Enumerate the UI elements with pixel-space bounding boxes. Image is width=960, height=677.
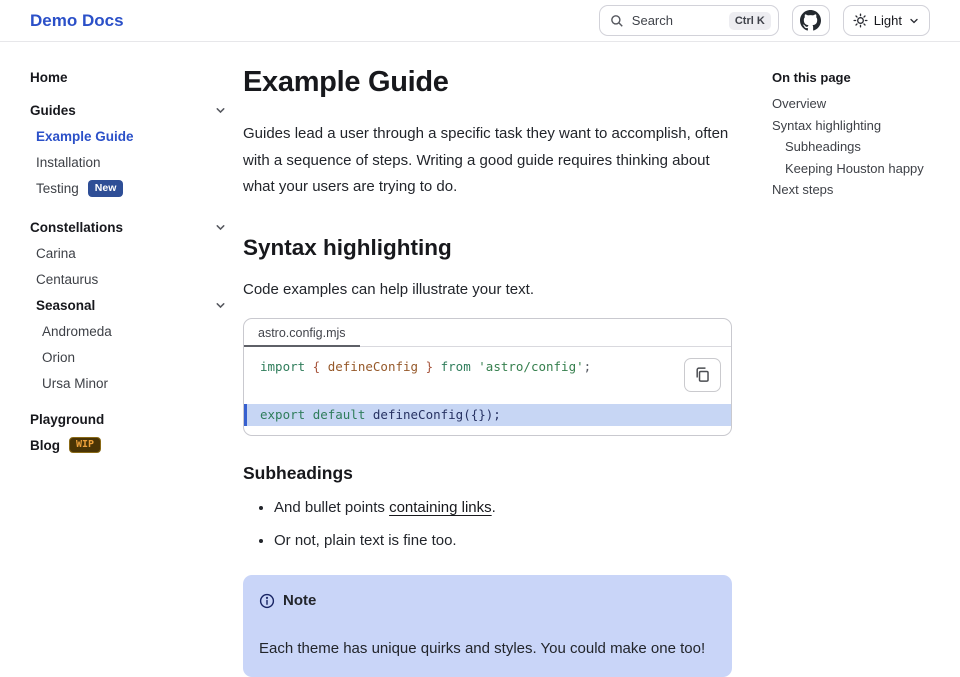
search-shortcut: Ctrl K <box>729 12 771 30</box>
sidebar-item-home[interactable]: Home <box>30 69 68 85</box>
section-intro: Code examples can help illustrate your text. <box>243 281 534 299</box>
code-content <box>244 347 731 435</box>
page-title: Example Guide <box>243 66 449 98</box>
intro-paragraph: Guides lead a user through a specific task they want to accomplish, often with a sequence of steps. Writing a good guide requires thinking about what your users are trying to do. <box>243 125 729 196</box>
sidebar-item-example-guide[interactable]: Example Guide <box>36 128 134 144</box>
code-line <box>244 377 731 397</box>
bullet-list <box>243 497 732 553</box>
note-aside <box>243 575 732 677</box>
sun-icon <box>853 13 868 28</box>
note-title: Note <box>283 591 317 609</box>
sidebar-item-carina[interactable]: Carina <box>36 245 76 261</box>
code-line-highlighted: export default defineConfig({}); <box>244 404 731 426</box>
chevron-down-icon <box>214 299 227 312</box>
wip-badge: WIP <box>69 437 101 453</box>
github-icon <box>800 10 821 31</box>
search-button[interactable] <box>599 5 779 36</box>
sidebar-item-orion[interactable]: Orion <box>42 349 76 365</box>
sidebar-item-andromeda[interactable]: Andromeda <box>42 323 112 339</box>
sidebar-item-blog[interactable]: Blog WIP <box>30 432 227 458</box>
sidebar-item-installation[interactable]: Installation <box>36 154 101 170</box>
toc-title: On this page <box>772 70 851 85</box>
code-filename-tab: astro.config.mjs <box>244 319 360 347</box>
github-link[interactable] <box>792 5 830 36</box>
toc-item-subheadings[interactable]: Subheadings <box>785 139 861 154</box>
chevron-down-icon <box>908 15 920 27</box>
note-body: Each theme has unique quirks and styles. You could make one too! <box>259 640 706 658</box>
list-item: • And bullet points containing links. <box>274 497 732 520</box>
chevron-down-icon <box>214 221 227 234</box>
code-block <box>243 318 732 436</box>
info-icon <box>259 593 275 609</box>
chevron-down-icon <box>214 104 227 117</box>
sidebar-item-testing[interactable]: Testing New <box>30 175 227 201</box>
site-title-link[interactable]: Demo Docs <box>30 10 124 30</box>
sidebar-item-centaurus[interactable]: Centaurus <box>36 271 99 287</box>
toc-item-keeping-houston-happy[interactable]: Keeping Houston happy <box>785 160 924 176</box>
sidebar-group-guides[interactable]: Guides <box>30 97 227 123</box>
on-this-page-toc <box>732 42 960 540</box>
search-label: Search <box>631 13 673 28</box>
subheading: Subheadings <box>243 462 353 483</box>
toc-item-overview[interactable]: Overview <box>772 96 827 111</box>
sidebar-nav <box>0 42 237 540</box>
main-content <box>237 42 732 658</box>
containing-links-link[interactable]: containing links <box>389 498 492 516</box>
page-layout <box>0 42 960 658</box>
header-actions <box>599 5 930 36</box>
code-line: import { defineConfig } from 'astro/config'; <box>260 358 592 374</box>
sidebar-group-seasonal[interactable]: Seasonal <box>30 292 227 318</box>
sidebar-item-playground[interactable]: Playground <box>30 411 105 427</box>
toc-item-syntax-highlighting[interactable]: Syntax highlighting <box>772 117 882 133</box>
section-heading-syntax: Syntax highlighting <box>243 235 452 261</box>
sidebar-group-constellations[interactable]: Constellations <box>30 214 227 240</box>
note-title-row <box>259 588 748 615</box>
search-icon <box>610 14 624 28</box>
sidebar-item-ursa-minor[interactable]: Ursa Minor <box>42 375 109 391</box>
toc-item-next-steps[interactable]: Next steps <box>772 182 834 197</box>
theme-label: Light <box>873 13 902 28</box>
copy-code-button[interactable] <box>684 358 721 392</box>
site-header <box>0 0 960 42</box>
theme-select[interactable] <box>843 5 930 36</box>
code-block-header <box>244 319 731 347</box>
copy-icon <box>694 366 711 383</box>
list-item: • Or not, plain text is fine too. <box>274 530 732 553</box>
new-badge: New <box>88 180 124 197</box>
